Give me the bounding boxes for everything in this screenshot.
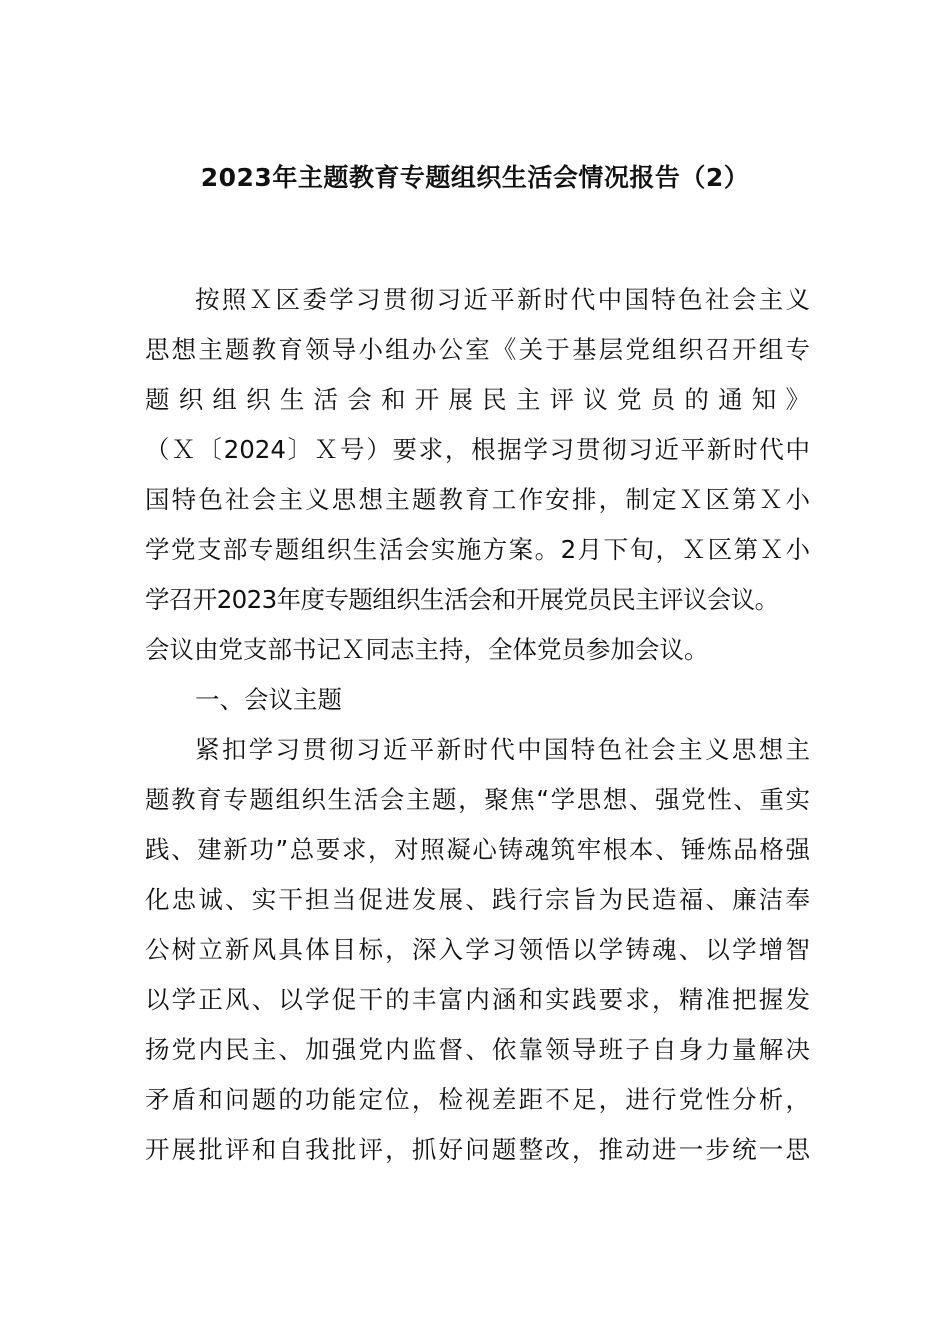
body-line: 化忠诚、实干担当促进发展、践行宗旨为民造福、廉洁奉 — [145, 885, 810, 914]
body-line: 学召开2023年度专题组织生活会和开展党员民主评议会议。 — [145, 585, 779, 614]
document-title: 2023年主题教育专题组织生活会情况报告（2） — [200, 163, 750, 192]
section-heading: 一、会议主题 — [195, 685, 342, 714]
body-line: 题教育专题组织生活会主题，聚焦“学思想、强党性、重实 — [145, 785, 810, 814]
body-line: 紧扣学习贯彻习近平新时代中国特色社会主义思想主 — [195, 735, 810, 764]
body-line: 按照Ｘ区委学习贯彻习近平新时代中国特色社会主义 — [195, 285, 810, 314]
body-line: 题织组织生活会和开展民主评议党员的通知》 — [145, 385, 810, 414]
body-line: 公树立新风具体目标，深入学习领悟以学铸魂、以学增智 — [145, 935, 810, 964]
body-line: 思想主题教育领导小组办公室《关于基层党组织召开组专 — [145, 335, 810, 364]
body-line: 扬党内民主、加强党内监督、依靠领导班子自身力量解决 — [145, 1035, 810, 1064]
body-line: 国特色社会主义思想主题教育工作安排，制定Ｘ区第Ｘ小 — [145, 485, 810, 514]
body-line: 以学正风、以学促干的丰富内涵和实践要求，精准把握发 — [145, 985, 810, 1014]
body-line: 学党支部专题组织生活会实施方案。2月下旬，Ｘ区第Ｘ小 — [145, 535, 810, 564]
body-line: 开展批评和自我批评，抓好问题整改，推动进一步统一思 — [145, 1135, 810, 1164]
body-line: 践、建新功”总要求，对照凝心铸魂筑牢根本、锤炼品格强 — [145, 835, 810, 864]
body-line: 矛盾和问题的功能定位，检视差距不足，进行党性分析， — [145, 1085, 810, 1114]
body-line: 会议由党支部书记Ｘ同志主持，全体党员参加会议。 — [145, 635, 709, 664]
body-line: （Ｘ〔2024〕Ｘ号）要求，根据学习贯彻习近平新时代中 — [145, 435, 810, 464]
